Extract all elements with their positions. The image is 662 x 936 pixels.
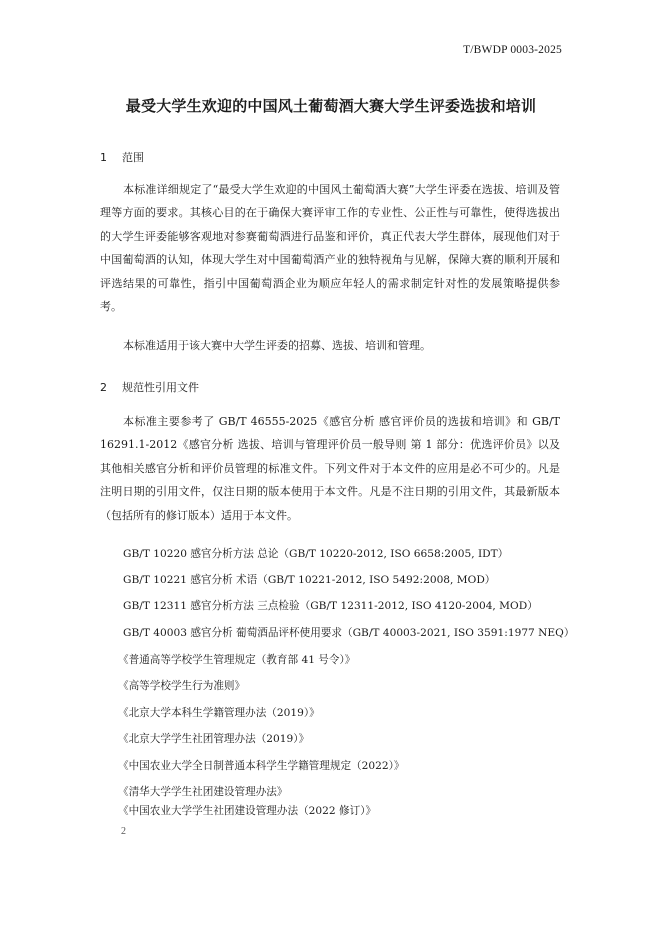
reference-item: GB/T 10220 感官分析方法 总论（GB/T 10220-2012, ISO 6658:2005, IDT） bbox=[123, 548, 509, 560]
reference-item: 《中国农业大学学生社团建设管理办法（2022 修订）》 bbox=[118, 805, 377, 817]
section-number: 2 bbox=[100, 381, 107, 394]
document-code: T/BWDP 0003-2025 bbox=[463, 44, 562, 56]
scope-applicability-paragraph: 本标准适用于该大赛中大学生评委的招募、选拔、培训和管理。 bbox=[123, 339, 431, 352]
section-title: 范围 bbox=[122, 151, 144, 164]
reference-item: 《普通高等学校学生管理规定（教育部 41 号令）》 bbox=[118, 654, 356, 666]
reference-item: GB/T 40003 感官分析 葡萄酒品评杯使用要求（GB/T 40003-2021, ISO 3591:1977 NEQ） bbox=[123, 627, 575, 639]
page-number: 2 bbox=[121, 826, 126, 837]
section-number: 1 bbox=[100, 151, 107, 164]
reference-item: GB/T 12311 感官分析方法 三点检验（GB/T 12311-2012, ISO 4120-2004, MOD） bbox=[123, 600, 538, 612]
reference-item: 《北京大学学生社团管理办法（2019）》 bbox=[118, 733, 310, 745]
section-heading-normative-references bbox=[100, 379, 199, 395]
reference-item: 《高等学校学生行为准则》 bbox=[118, 680, 246, 692]
reference-item: 《中国农业大学全日制普通本科学生学籍管理规定（2022）》 bbox=[118, 760, 405, 772]
reference-item: GB/T 10221 感官分析 术语（GB/T 10221-2012, ISO 5492:2008, MOD） bbox=[123, 574, 496, 586]
reference-item: 《清华大学学生社团建设管理办法》 bbox=[118, 786, 288, 798]
document-title: 最受大学生欢迎的中国风土葡萄酒大赛大学生评委选拔和培训 bbox=[125, 97, 537, 115]
references-intro-paragraph: 本标准主要参考了 GB/T 46555-2025《感官分析 感官评价员的选拔和培训》和 GB/T 16291.1-2012《感官分析 选拔、培训与管理评价员一般导则 第 1 部分：优选评价员》以及其他相关感官分析和评价员管理的标准文件。下列文件对于本文件的应用是必不可少的。凡是注明日期的引用文件，仅注日期的版本使用于本文件。凡是不注日期的引用文件，其最新版本（包括所有的修订版本）适用于本文件。 bbox=[100, 415, 560, 522]
reference-item: 《北京大学本科生学籍管理办法（2019）》 bbox=[118, 707, 320, 719]
section-title: 规范性引用文件 bbox=[122, 381, 199, 394]
section-heading-scope bbox=[100, 149, 144, 165]
scope-paragraph: 本标准详细规定了“最受大学生欢迎的中国风土葡萄酒大赛”大学生评委在选拔、培训及管理等方面的要求。其核心目的在于确保大赛评审工作的专业性、公正性与可靠性，使得选拔出的大学生评委能够客观地对参赛葡萄酒进行品鉴和评价，真正代表大学生群体，展现他们对于中国葡萄酒的认知，体现大学生对中国葡萄酒产业的独特视角与见解，保障大赛的顺利开展和评选结果的可靠性，指引中国葡萄酒企业为顺应年轻人的需求制定针对性的发展策略提供参考。 bbox=[100, 183, 560, 314]
